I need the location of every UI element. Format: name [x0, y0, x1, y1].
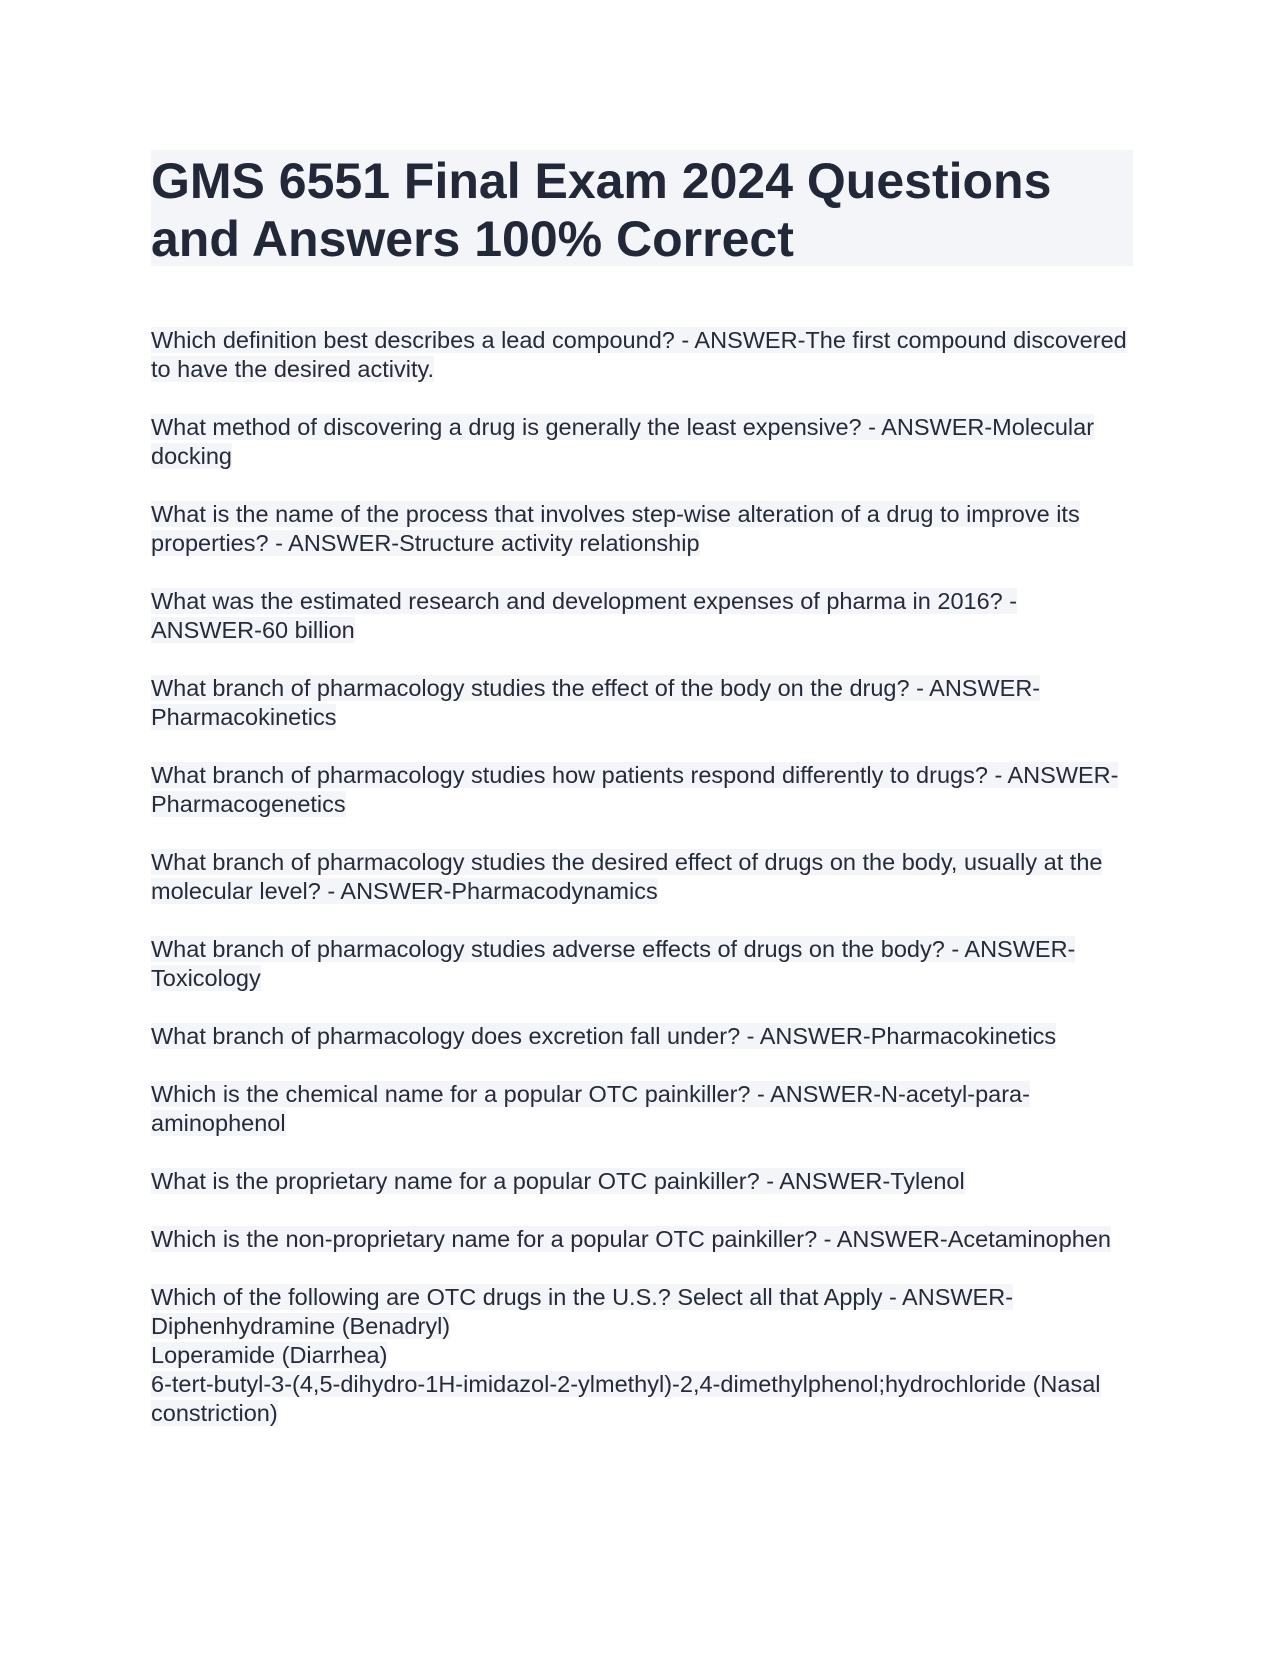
qa-text: What branch of pharmacology studies the desired effect of drugs on the body, usually at the molecular level? - ANSWER-Pharmacodynamics [151, 849, 1103, 904]
qa-text: What branch of pharmacology studies the effect of the body on the drug? - ANSWER-Pharmacokinetics [151, 675, 1041, 730]
qa-item [151, 761, 1133, 819]
qa-item [151, 413, 1133, 471]
qa-list [151, 326, 1133, 1428]
qa-item [151, 1283, 1133, 1428]
qa-extra-line: Loperamide (Diarrhea) [151, 1342, 388, 1368]
qa-item [151, 1167, 1133, 1196]
qa-text: What branch of pharmacology studies how patients respond differently to drugs? - ANSWER-Pharmacogenetics [151, 762, 1119, 817]
qa-text: What method of discovering a drug is generally the least expensive? - ANSWER-Molecular docking [151, 414, 1095, 469]
qa-text: What is the name of the process that involves step-wise alteration of a drug to improve its properties? - ANSWER-Structure activity relationship [151, 501, 1080, 556]
qa-item [151, 326, 1133, 384]
title-block [151, 150, 1133, 266]
qa-item [151, 848, 1133, 906]
qa-extra-line: 6-tert-butyl-3-(4,5-dihydro-1H-imidazol-2-ylmethyl)-2,4-dimethylphenol;hydrochloride (Nasal constriction) [151, 1371, 1101, 1426]
qa-text: Which is the chemical name for a popular OTC painkiller? - ANSWER-N-acetyl-para-aminophenol [151, 1081, 1030, 1136]
qa-item [151, 1022, 1133, 1051]
qa-item [151, 587, 1133, 645]
qa-text: What branch of pharmacology does excretion fall under? - ANSWER-Pharmacokinetics [151, 1023, 1057, 1049]
qa-text: What was the estimated research and development expenses of pharma in 2016? - ANSWER-60 billion [151, 588, 1018, 643]
document-page [151, 150, 1133, 1457]
qa-text: Which is the non-proprietary name for a popular OTC painkiller? - ANSWER-Acetaminophen [151, 1226, 1112, 1252]
qa-text: What branch of pharmacology studies adverse effects of drugs on the body? - ANSWER-Toxicology [151, 936, 1076, 991]
qa-item [151, 1080, 1133, 1138]
document-title: GMS 6551 Final Exam 2024 Questions and Answers 100% Correct [151, 153, 1052, 267]
qa-text: What is the proprietary name for a popular OTC painkiller? - ANSWER-Tylenol [151, 1168, 965, 1194]
qa-item [151, 1225, 1133, 1254]
qa-item [151, 674, 1133, 732]
qa-item [151, 500, 1133, 558]
qa-text: Which definition best describes a lead compound? - ANSWER-The first compound discovered to have the desired activity. [151, 327, 1127, 382]
qa-text: Which of the following are OTC drugs in the U.S.? Select all that Apply - ANSWER-Diphenhydramine (Benadryl) [151, 1284, 1014, 1339]
qa-item [151, 935, 1133, 993]
